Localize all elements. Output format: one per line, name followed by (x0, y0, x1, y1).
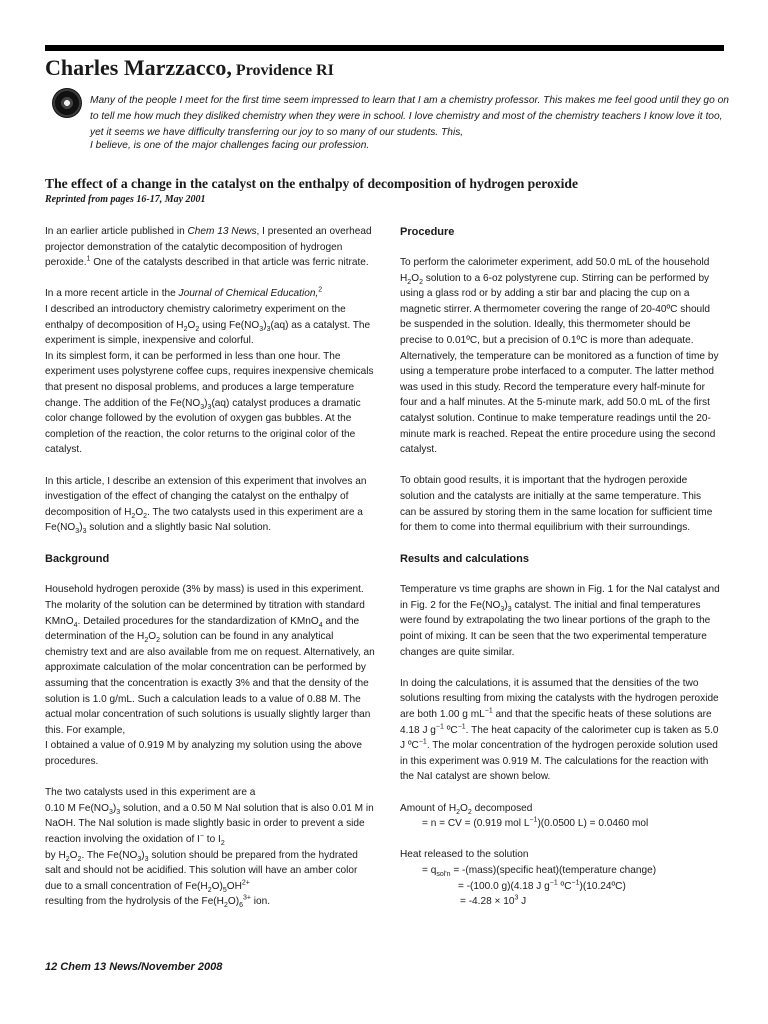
paragraph-equilibrium: To obtain good results, it is important that the hydrogen peroxide solution and the catalysts are initially at the same temperature. This can be assured by storing them in the same location for sufficient time for them to come into thermal equilibrium with their surroundings. (400, 475, 713, 534)
cd-icon (52, 88, 82, 118)
left-column (45, 224, 375, 926)
reference-mark: 1 (86, 255, 91, 263)
article-title: The effect of a change in the catalyst on the enthalpy of decomposition of hydrogen peroxide (45, 176, 579, 191)
heat-equation-2: = -(100.0 g)(4.18 J $g^{-1}$ ºC$^{-1}$)(10.24ºC) (458, 879, 626, 892)
author-location: Providence RI (235, 62, 334, 79)
amount-equation: = n = CV = (0.919 mol $L^{-1})(0.0500$ L) = 0.0460 mol (422, 816, 649, 830)
heat-equation-3: = $-4.28 \times 10^3$ J (460, 894, 527, 908)
reference-mark: 2 (318, 287, 323, 295)
paragraph-background: Household hydrogen peroxide (3% by mass) is used in this experiment. The molarity of the solution can be determined by titration with standard KMnO$_4$. Detailed procedures for the standardization of KMnO$_4$ and the determination of the $H_2O_2$ solution can be found in any analytical chemistry text and are also available from me on request. Alternatively, an approximate calculation of the molar concentration can be performed by assuming that the concentration is exactly 3% and that the density of the solution is 1.0 g/mL. Such a calculation leads to a value of 0.88 M. The actual molar concentration of such solutions is usually slightly larger than this. For example, I obtained a value of 0.919 M by analyzing my solution using the above procedures. (45, 584, 375, 767)
calculation-block (400, 801, 720, 910)
journal-name: Journal of Chemical Education, (178, 288, 319, 300)
author-heading (45, 55, 334, 81)
author-bio: Many of the people I meet for the first time seem impressed to learn that I am a chemistry professor. This makes me feel good until they go on to tell me how much they disliked chemistry when they were in school. I love chemistry and most of the chemistry teachers I know love it too, yet it seems we have difficulty transferring our joy to so many of our students. This, (90, 95, 729, 139)
paragraph-extension: In this article, I describe an extension of this experiment that involves an investigation of the effect of changing the catalyst on the enthalpy of decomposition of $H_2O_2$. The two catalysts used in this experiment are a $Fe(NO_3)_3$ solution and a slightly basic NaI solution. (45, 475, 367, 536)
paragraph-prior-work: In a more recent article in the Journal of Chemical Education,$^2$ I described an introductory chemistry calorimetry experiment on the enthalpy of decomposition of $H_2O_2$ using $Fe(NO_3)_3(aq)$ as a catalyst. The experiment is simple, inexpensive and colorful. In its simplest form, it can be performed in less than one hour. The experiment uses polystyrene coffee cups, requires inexpensive chemicals that present no disposal problems, and produces a large temperature change. The addition of the $Fe(NO_3)_3(aq)$ catalyst produces a dramatic color change followed by the evolution of oxygen gas bubbles. At the completion of the reaction, the color returns to the original color of the catalyst. (45, 287, 374, 456)
background-heading: Background (45, 553, 110, 566)
reprint-note: Reprinted from pages 16-17, May 2001 (45, 194, 206, 205)
paragraph-procedure: To perform the calorimeter experiment, add 50.0 mL of the household $H_2O_2$ solution to a 6-oz polystyrene cup. Stirring can be performed by using a glass rod or by adding a stir bar and placing the cup on a magnetic stirrer. A thermometer covering the range of 20-40ºC should be suspended in the solution. Ideally, this thermometer should be precise to 0.01ºC, but a precision of 0.1ºC is more than adequate. Alternatively, the temperature can be monitored as a function of time by using a temperature probe interfaced to a computer. The latter method was used in this study. Record the temperature every half-minute for four and a half minutes. At the 5-minute mark, add 50.0 mL of the first catalyst solution. Continue to make temperature readings until the 20-minute mark is reached. Repeat the entire procedure using the second catalyst. (400, 257, 719, 456)
heat-label: Heat released to the solution (400, 849, 529, 861)
paragraph-results: Temperature vs time graphs are shown in Fig. 1 for the NaI catalyst and in Fig. 2 for the $Fe(NO_3)_3$ catalyst. The initial and final temperatures were found by extrapolating the two linear portions of the graph to the point of mixing. It can be seen that the two experimental temperature changes are quite similar. (400, 584, 720, 658)
paragraph-intro: In an earlier article published in Chem 13 News, I presented an overhead projector demonstration of the catalytic decomposition of hydrogen peroxide.$^1$ One of the catalysts described in that article was ferric nitrate. (45, 226, 372, 269)
author-name: Charles Marzzacco, (45, 55, 232, 80)
results-heading: Results and calculations (400, 553, 529, 566)
heat-equation-1: = $q_{sol'n}$ = -(mass)(specific heat)(temperature change) (422, 864, 657, 878)
paragraph-catalysts: The two catalysts used in this experiment are a 0.10 M $Fe(NO_3)_3$ solution, and a 0.50 M NaI solution that is also 0.01 M in NaOH. The NaI solution is made slightly basic in order to prevent a side reaction involving the oxidation of I− to $I_2$ by $H_2O_2$. The $Fe(NO_3)_3$ solution should be prepared from the hydrated salt and should not be acidified. This solution will have an amber color due to a small concentration of $Fe(H_2O)_5OH^{2+}$ resulting from the hydrolysis of the $Fe(H_2O)_6^{3+}$ ion. (45, 787, 374, 910)
journal-name: Chem 13 News (187, 226, 257, 237)
right-column (400, 224, 720, 910)
author-bio-last: I believe, is one of the major challenges facing our profession. (90, 140, 370, 151)
top-rule (45, 45, 724, 51)
amount-label: Amount of $H_2O_2$ decomposed (400, 802, 533, 816)
procedure-heading: Procedure (400, 226, 455, 238)
paragraph-assumptions: In doing the calculations, it is assumed that the densities of the two solutions resulting from mixing the catalysts with the hydrogen peroxide are both 1.00 g $mL^{-1}$ and that the specific heats of these solutions are 4.18 J $g^{-1}$ ºC$^{-1}$. The heat capacity of the calorimeter cup is taken as 5.0 J ºC$^{-1}$. The molar concentration of the hydrogen peroxide solution used in this experiment was 0.919 M. The calculations for the reaction with the NaI catalyst are shown below. (400, 677, 719, 783)
page-footer: 12 Chem 13 News/November 2008 (45, 961, 223, 973)
